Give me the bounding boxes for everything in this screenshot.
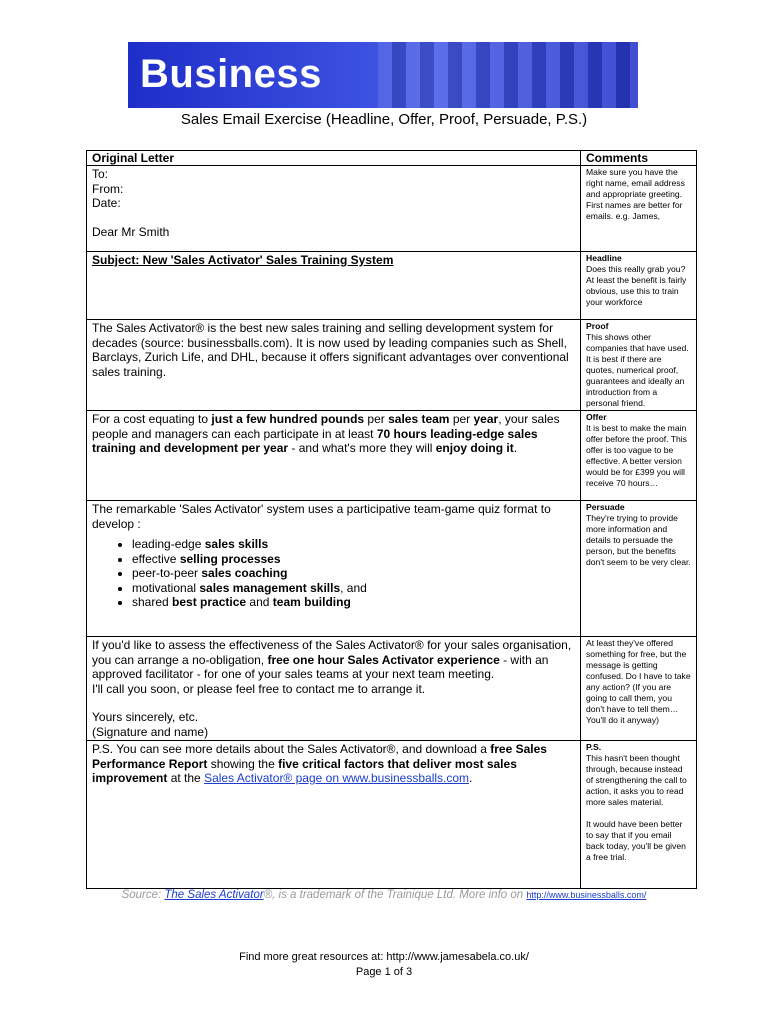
comment-heading: Offer xyxy=(586,412,607,422)
to-line: To: xyxy=(92,167,109,181)
comment-heading: Proof xyxy=(586,321,609,331)
comment-cell xyxy=(581,320,697,411)
call-to-action-paragraph: If you'd like to assess the effectiveness of the Sales Activator® for your sales organisation, you can arrange a no-obligation, free one hour Sales Activator experience - with an approved facilitator - for one of your sales teams at your next team meeting. xyxy=(92,638,572,681)
call-line: I'll call you soon, or please feel free to contact me to arrange it. xyxy=(92,681,426,696)
business-banner xyxy=(128,42,638,108)
list-item: • effective selling processes xyxy=(132,552,575,567)
comment-cell xyxy=(581,637,697,741)
table-row xyxy=(87,741,697,889)
proof-paragraph: The Sales Activator® is the best new sales training and selling development system for decades (source: businessballs.com). It is now used by leading companies such as Shell, Barclays, Zurich Life, and DHL, because it offers significant advantages over conventional sales training. xyxy=(92,321,569,379)
comment-text: Make sure you have the right name, email address and appropriate greeting. First names are better for emails. e.g. James, xyxy=(586,167,685,221)
offer-bold: just a few hundred pounds xyxy=(211,412,365,426)
table-row xyxy=(87,320,697,411)
persuade-cell xyxy=(87,501,581,637)
signature-line: (Signature and name) xyxy=(92,724,209,739)
offer-paragraph-cell xyxy=(87,411,581,501)
proof-paragraph-cell xyxy=(87,320,581,411)
offer-text: . xyxy=(513,441,518,455)
persuade-intro: The remarkable 'Sales Activator' system uses a participative team-game quiz format to develop : xyxy=(92,502,551,531)
closing-line: Yours sincerely, etc. xyxy=(92,710,199,724)
list-item: • peer-to-peer sales coaching xyxy=(132,566,575,581)
comment-cell xyxy=(581,741,697,889)
offer-text: , your sales people and managers can each participate in at least xyxy=(92,412,560,441)
source-prefix: Source: xyxy=(121,889,165,901)
table-row xyxy=(87,252,697,320)
comment-heading: Persuade xyxy=(586,502,625,512)
offer-text: per xyxy=(364,412,389,426)
comment-text: At least they've offered something for free, but the message is getting confused. Do I have to take any action? (If you are going to call them, you don't have to tell them… You'll do it anyway) xyxy=(586,638,691,725)
ps-cell: P.S. You can see more details about the Sales Activator®, and download a free Sales Performance Report showing the five critical factors that deliver most sales improvement at the Sales Activator® page on www.businessballs.com. xyxy=(87,741,581,889)
table-row xyxy=(87,411,697,501)
letter-header-cell xyxy=(87,166,581,252)
column-header-original-letter: Original Letter xyxy=(87,151,581,166)
exercise-table xyxy=(86,150,697,889)
call-to-action-cell xyxy=(87,637,581,741)
comment-heading: P.S. xyxy=(586,742,602,752)
comment-text: They're trying to provide more information and details to persuade the person, but the benefits don't seem to be very clear. xyxy=(586,513,691,567)
column-header-comments: Comments xyxy=(581,151,697,166)
benefits-list xyxy=(92,537,575,610)
list-item: • shared best practice and team building xyxy=(132,595,575,610)
offer-bold: sales team xyxy=(388,412,450,426)
document-title: Sales Email Exercise (Headline, Offer, Proof, Persuade, P.S.) xyxy=(180,111,588,128)
building-columns-image xyxy=(378,42,638,108)
page-number: Page 1 of 3 xyxy=(355,966,413,978)
source-text: ®, is a trademark of the Trainique Ltd. More info on xyxy=(263,889,527,901)
comment-text: It is best to make the main offer before the proof. This offer is too vague to be effective. A better version would be for £399 you will receive 70 hours… xyxy=(586,423,687,488)
comment-text: This shows other companies that have used. It is best if there are quotes, numerical proof, guarantees and ideally an introduction from a personal friend. xyxy=(586,332,689,408)
page-footer xyxy=(0,950,768,980)
banner-title: Business xyxy=(140,52,322,96)
comment-cell xyxy=(581,252,697,320)
comment-cell xyxy=(581,166,697,252)
comment-heading: Headline xyxy=(586,253,622,263)
businessballs-url-link[interactable]: http://www.businessballs.com/ xyxy=(526,890,647,900)
list-item: • leading-edge sales skills xyxy=(132,537,575,552)
sales-activator-source-link[interactable]: The Sales Activator xyxy=(164,889,264,901)
comment-cell xyxy=(581,501,697,637)
offer-text: For a cost equating to xyxy=(92,412,212,426)
greeting-line: Dear Mr Smith xyxy=(92,224,170,239)
comment-text: Does this really grab you? At least the benefit is fairly obvious, use this to train your workforce xyxy=(586,264,687,307)
subject-line: Subject: New 'Sales Activator' Sales Training System xyxy=(92,253,394,267)
table-row xyxy=(87,501,697,637)
offer-text: per xyxy=(449,412,474,426)
offer-text: - and what's more they will xyxy=(288,441,436,455)
offer-bold: 70 hours leading-edge sales training and development per year xyxy=(92,426,538,455)
list-item: • motivational sales management skills, and xyxy=(132,581,575,596)
sales-activator-link[interactable]: Sales Activator® page on www.businessballs.com xyxy=(204,771,470,785)
resources-line: Find more great resources at: http://www.jamesabela.co.uk/ xyxy=(239,951,529,963)
subject-cell xyxy=(87,252,581,320)
offer-bold: year xyxy=(473,412,499,426)
from-line: From: xyxy=(92,181,124,196)
comment-text: It would have been better to say that if you email back today, you'll be given a free trial. xyxy=(586,819,686,862)
table-row xyxy=(87,166,697,252)
comment-text: This hasn't been thought through, because instead of strengthening the call to action, it asks you to read more sales material. xyxy=(586,753,687,807)
offer-bold: enjoy doing it xyxy=(435,441,514,455)
table-header-row xyxy=(87,151,697,166)
date-line: Date: xyxy=(92,196,121,210)
table-row xyxy=(87,637,697,741)
source-note xyxy=(0,889,768,901)
comment-cell xyxy=(581,411,697,501)
